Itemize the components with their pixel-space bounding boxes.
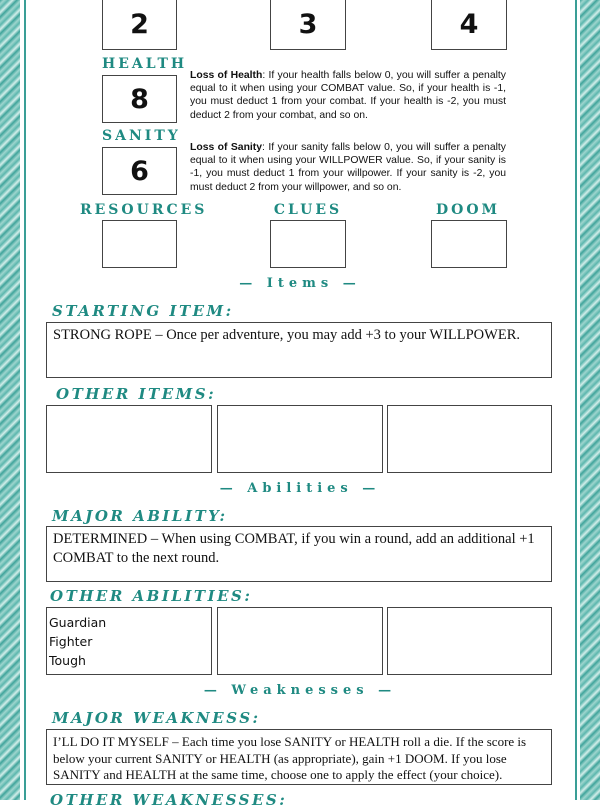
loss-of-health-body: : If your health falls below 0, you will suffer a penalty equal to it when using your COMBAT value. So, if your health is -1, you must deduct 1 from your combat. If your health is -2, you must deduct 2 from your combat, and so on.: [190, 70, 506, 121]
resources-label: RESOURCES: [80, 202, 208, 218]
other-abilities-label: OTHER ABILITIES:: [50, 587, 253, 605]
loss-of-health-text: [190, 69, 506, 122]
other-abilities-slot-1[interactable]: [46, 607, 212, 675]
health-label: HEALTH: [102, 56, 188, 72]
doom-label: DOOM: [435, 202, 501, 218]
health-value-box[interactable]: 8: [102, 75, 177, 123]
abilities-heading: — Abilities —: [219, 481, 381, 496]
resources-box[interactable]: [102, 220, 177, 268]
other-weaknesses-label: OTHER WEAKNESSES:: [50, 791, 288, 809]
decorative-border-left: [0, 0, 20, 800]
inner-rule-left: [24, 0, 26, 800]
weaknesses-heading: — Weaknesses —: [203, 683, 397, 698]
stat-box-2[interactable]: 3: [270, 0, 346, 50]
ability-list-item: Tough: [49, 653, 86, 668]
major-ability-label: MAJOR ABILITY:: [52, 507, 228, 525]
other-abilities-slot-2[interactable]: [217, 607, 383, 675]
decorative-border-right: [580, 0, 600, 800]
sanity-value-box[interactable]: 6: [102, 147, 177, 195]
loss-of-sanity-text: [190, 141, 506, 194]
sanity-label: SANITY: [102, 128, 181, 144]
doom-box[interactable]: [431, 220, 507, 268]
other-item-slot-2[interactable]: [217, 405, 383, 473]
inner-rule-right: [575, 0, 577, 800]
clues-box[interactable]: [270, 220, 346, 268]
other-item-slot-1[interactable]: [46, 405, 212, 473]
other-items-label: OTHER ITEMS:: [56, 385, 217, 403]
major-weakness-box[interactable]: I’LL DO IT MYSELF – Each time you lose SANITY or HEALTH roll a die. If the score is below your current SANITY or HEALTH (as appropriate), gain +1 DOOM. If you lose SANITY and HEALTH at the same time, choose one to apply the effect (your choice).: [46, 729, 552, 785]
major-ability-box[interactable]: DETERMINED – When using COMBAT, if you win a round, add an additional +1 COMBAT to the next round.: [46, 526, 552, 582]
items-heading: — Items —: [239, 276, 361, 291]
loss-of-health-title: Loss of Health: [190, 70, 263, 81]
other-item-slot-3[interactable]: [387, 405, 552, 473]
starting-item-box[interactable]: STRONG ROPE – Once per adventure, you may add +3 to your WILLPOWER.: [46, 322, 552, 378]
starting-item-label: STARTING ITEM:: [52, 302, 234, 320]
clues-label: CLUES: [273, 202, 343, 218]
loss-of-sanity-title: Loss of Sanity: [190, 142, 263, 153]
ability-list-item: Fighter: [49, 634, 93, 649]
other-abilities-slot-3[interactable]: [387, 607, 552, 675]
stat-box-3[interactable]: 4: [431, 0, 507, 50]
major-weakness-label: MAJOR WEAKNESS:: [52, 709, 261, 727]
stat-box-1[interactable]: 2: [102, 0, 177, 50]
loss-of-sanity-body: : If your sanity falls below 0, you will suffer a penalty equal to it when using your WILLPOWER value. So, if your sanity is -1, you must deduct 1 from your willpower. If your sanity is -2, you must deduct 2 from your willpower, and so on.: [190, 142, 506, 193]
ability-list-item: Guardian: [49, 615, 107, 630]
